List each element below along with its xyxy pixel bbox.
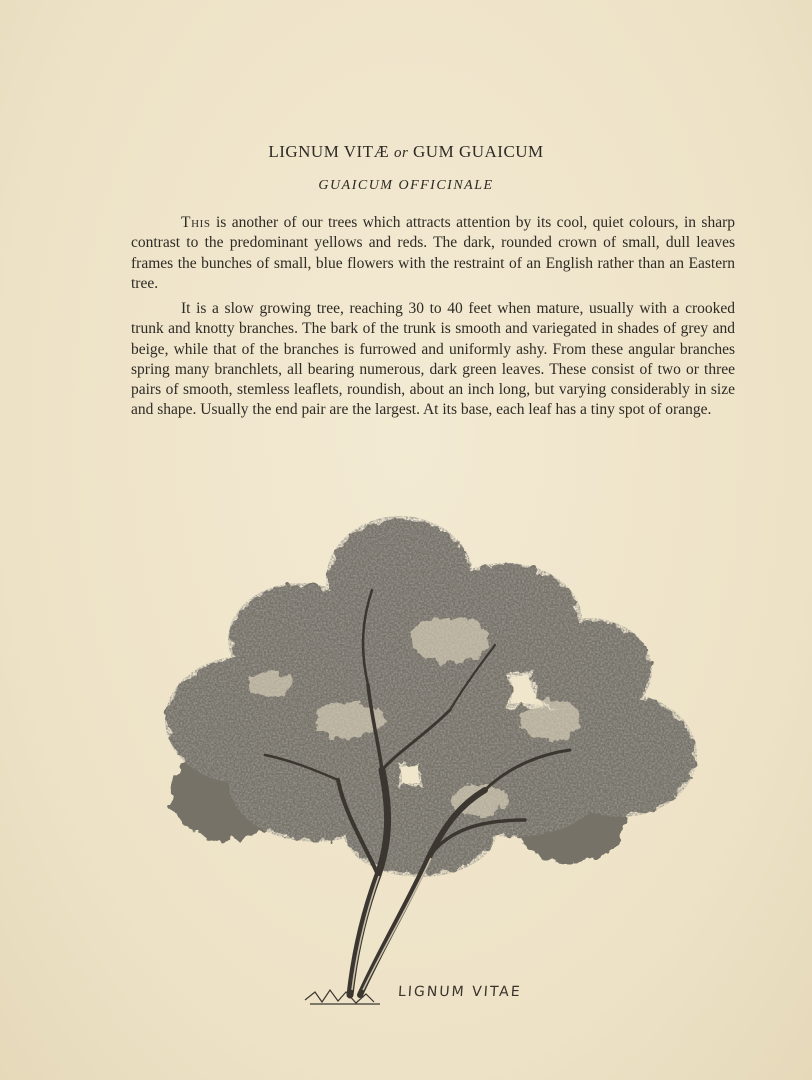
paragraph-1-lead: This bbox=[181, 214, 211, 231]
paragraph-2: It is a slow growing tree, reaching 30 to 40 feet when mature, usually with a crooked trunk and knotty branches. The bark of the trunk is smooth and variegated in shades of grey and beige, while that of the branches is furrowed and uniformly ashy. From these angular branches spring many branchlets, all bearing numerous, dark green leaves. These consist of two or three pairs of smooth, stemless leaflets, roundish, about an inch long, but varying considerably in size and shape. Usually the end pair are the largest. At its base, each leaf has a tiny spot of orange. bbox=[131, 300, 735, 419]
illustration-caption: LIGNUM VITAE bbox=[397, 984, 523, 1000]
page-title bbox=[0, 142, 812, 162]
paragraph-1-text: is another of our trees which attracts attention by its cool, quiet colours, in sharp contrast to the predominant yellows and reds. The dark, rounded crown of small, dull leaves frames the bunches of small, blue flowers with the restraint of an English rather than an Eastern tree. bbox=[131, 214, 735, 292]
paragraph-1 bbox=[131, 213, 735, 294]
botanical-name: GUAICUM OFFICINALE bbox=[318, 178, 494, 193]
title-alt: GUM GUAICUM bbox=[413, 142, 544, 161]
title-main: LIGNUM VITÆ bbox=[268, 142, 390, 161]
tree-illustration bbox=[150, 470, 710, 1030]
title-or: or bbox=[393, 145, 409, 161]
